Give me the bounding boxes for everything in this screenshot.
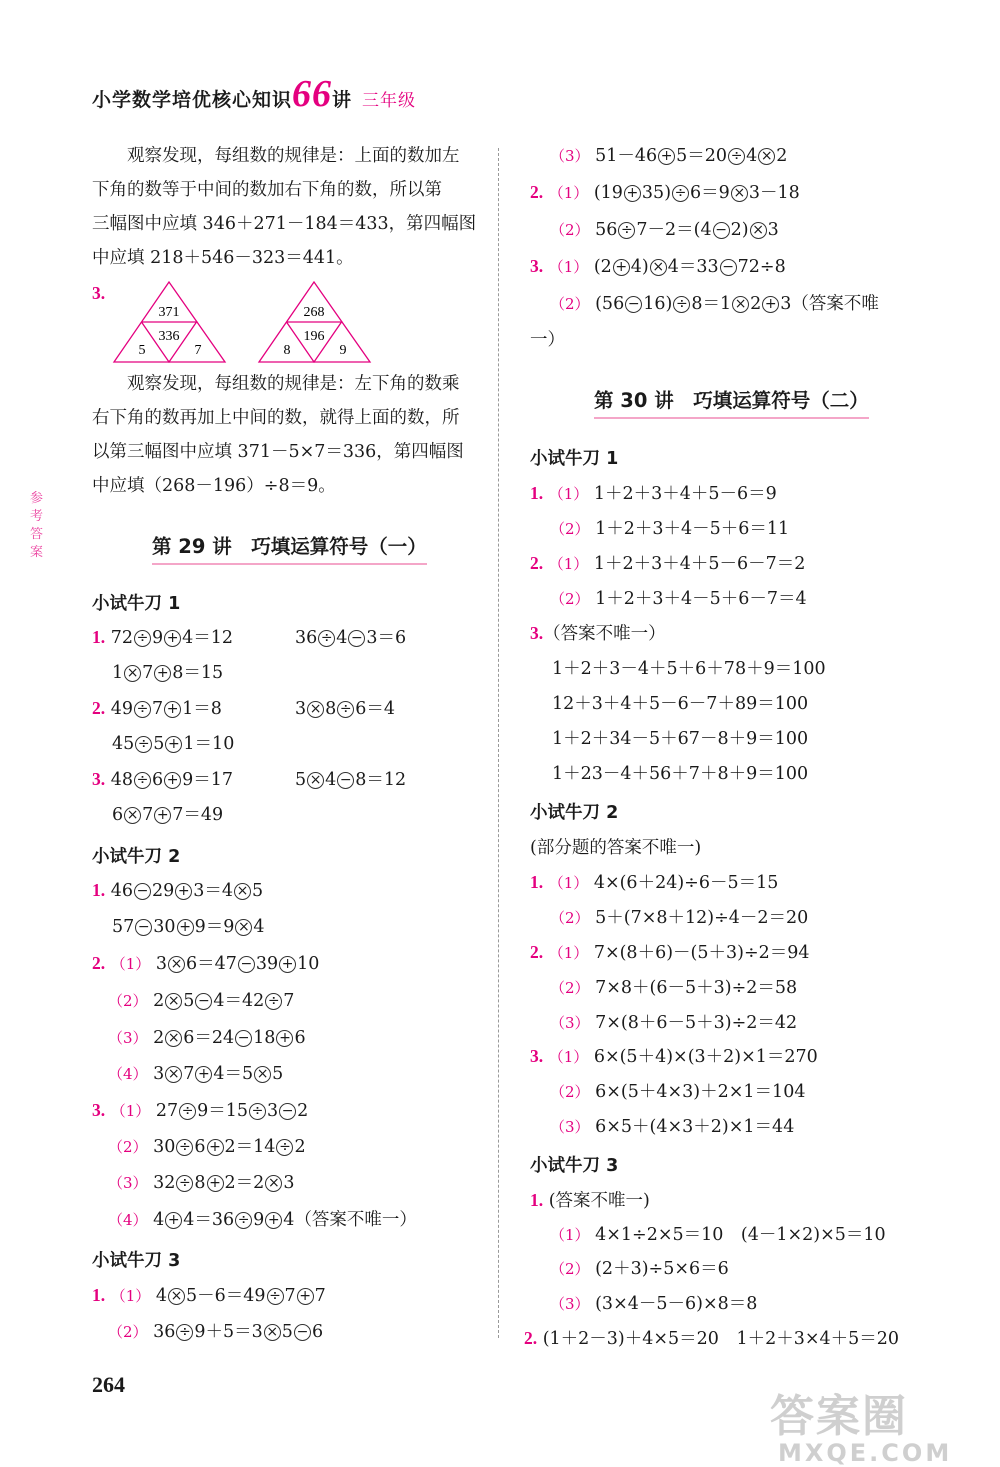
op-circle: ÷ [318, 630, 335, 647]
triangle-2 [259, 282, 370, 362]
op-circle: × [265, 1175, 282, 1192]
tri2-mid: 196 [303, 329, 325, 344]
answer-line: 2. （1） 7×(8＋6)－(5＋3)÷2＝94 [530, 942, 810, 963]
answer-line: 3. （1） 27 ÷ 9＝15 ÷ 3 − 2 [92, 1100, 309, 1121]
question-number: 3. [92, 283, 106, 303]
question-number: 1. [530, 483, 544, 503]
question-number: 1. [530, 872, 544, 892]
answer-note: （答案不唯 [791, 294, 879, 314]
side-label: 参考答案 [30, 491, 44, 560]
op-circle: + [154, 807, 171, 824]
equation-line: 1＋23－4＋56＋7＋8＋9＝100 [552, 764, 809, 784]
op-circle: ÷ [134, 630, 151, 647]
section-heading: 小试牛刀 3 [530, 1156, 619, 1176]
answer-line: （2） 1＋2＋3＋4－5＋6＝11 [550, 519, 790, 539]
observation-paragraph-2 [92, 367, 492, 503]
answer-line: 2. (1＋2－3)＋4×5＝20 1＋2＋3×4＋5＝20 [524, 1328, 900, 1349]
tri1-top: 371 [158, 305, 180, 320]
op-circle: + [613, 259, 630, 276]
op-circle: × [124, 807, 141, 824]
sub-number: （1） [548, 258, 589, 276]
op-circle: − [135, 919, 152, 936]
para-line: 中应填 218＋546－323＝441。 [92, 248, 354, 268]
para-line: 下角的数等于中间的数加右下角的数，所以第 [92, 180, 442, 200]
para-line: 观察发现，每组数的规律是：左下角的数乘 [127, 374, 460, 394]
answer-line: 1 × 7 + 8＝15 [112, 663, 224, 683]
question-number: 1. [92, 880, 106, 900]
op-circle: ÷ [235, 1212, 252, 1229]
op-circle: + [175, 883, 192, 900]
question-number: 2. [524, 1328, 538, 1348]
op-circle: × [264, 1324, 281, 1341]
op-circle: ÷ [672, 185, 689, 202]
answer-line: 2. 49 ÷ 7 + 1＝8 [92, 698, 222, 719]
answer-line: （3） 7×(8＋6－5＋3)÷2＝42 [550, 1013, 798, 1033]
answer-line: （2） (56 − 16) ÷ 8＝1 × 2 + 3（答案不唯 [550, 294, 879, 314]
header-jiang: 讲 [332, 89, 353, 111]
section-heading: 小试牛刀 1 [530, 449, 619, 469]
book-header [92, 72, 416, 116]
equation-line: 1＋2＋34－5＋67－8＋9＝100 [552, 729, 809, 749]
op-circle: × [731, 185, 748, 202]
op-circle: ÷ [337, 701, 354, 718]
sub-number: （1） [548, 184, 589, 202]
section-note: (部分题的答案不唯一) [530, 838, 702, 858]
sub-number: （1） [110, 1287, 151, 1305]
header-title: 小学数学培优核心知识 [92, 89, 293, 111]
question-number: 3. [92, 1100, 106, 1120]
op-circle: − [235, 1030, 252, 1047]
op-circle: − [348, 630, 365, 647]
answer-line: 1. 46 − 29 + 3＝4 × 5 [92, 880, 264, 901]
answer-line: （2） 56 ÷ 7－2＝(4 − 2) × 3 [550, 220, 779, 240]
op-circle: ÷ [728, 148, 745, 165]
op-circle: × [758, 148, 775, 165]
op-circle: × [124, 665, 141, 682]
sub-number: （4） [108, 1065, 148, 1083]
answer-line: 2. （1） 1＋2＋3＋4＋5－6－7＝2 [530, 553, 806, 574]
answer-line: 1. （1） 4 × 5－6＝49 ÷ 7 + 7 [92, 1285, 326, 1306]
op-circle: + [207, 1139, 224, 1156]
answer-line: 1. （1） 4×(6＋24)÷6－5＝15 [530, 872, 779, 893]
sub-number: （3） [108, 1029, 148, 1047]
op-circle: ÷ [179, 1103, 196, 1120]
sub-number: （3） [108, 1174, 148, 1192]
op-circle: ÷ [134, 701, 151, 718]
sub-number: （2） [550, 909, 590, 927]
tri1-right: 7 [194, 343, 202, 358]
question-number: 1. [92, 627, 106, 647]
op-circle: ÷ [618, 222, 635, 239]
op-circle: ÷ [176, 1139, 193, 1156]
sub-number: （2） [108, 992, 148, 1010]
answer-note-cont: 一） [530, 330, 565, 350]
question-number: 2. [530, 182, 544, 202]
equation-line: 1＋2＋3－4＋5＋6＋78＋9＝100 [552, 659, 826, 679]
question-number: 2. [530, 553, 544, 573]
question-number: 2. [92, 698, 106, 718]
answer-line: （1） 4×1÷2×5＝10 (4－1×2)×5＝10 [550, 1225, 886, 1245]
answer-line: （2） 1＋2＋3＋4－5＋6－7＝4 [550, 589, 807, 609]
answer-note: （答案不唯一） [543, 624, 666, 644]
op-circle: × [234, 883, 251, 900]
op-circle: × [165, 1030, 182, 1047]
op-circle: + [195, 1066, 212, 1083]
op-circle: × [307, 701, 324, 718]
triangle-figures [112, 280, 382, 365]
op-circle: ÷ [276, 1139, 293, 1156]
answer-line: （2） 36 ÷ 9＋5＝3 × 5 − 6 [108, 1322, 324, 1342]
op-circle: + [164, 701, 181, 718]
op-circle: + [164, 630, 181, 647]
op-circle: + [624, 185, 641, 202]
op-circle: + [165, 736, 182, 753]
sub-number: （1） [110, 1102, 151, 1120]
sub-number: （1） [548, 1048, 589, 1066]
answer-line: （2） 2 × 5 − 4＝42 ÷ 7 [108, 991, 295, 1011]
answer-line: （2） (2＋3)÷5×6＝6 [550, 1259, 729, 1279]
answer-line: （4） 3 × 7 + 4＝5 × 5 [108, 1064, 284, 1084]
op-circle: × [165, 993, 182, 1010]
op-circle: − [195, 993, 212, 1010]
para-line: 中应填（268－196）÷8＝9。 [92, 476, 336, 496]
tri2-right: 9 [339, 343, 347, 358]
op-circle: + [154, 665, 171, 682]
tri1-mid: 336 [158, 329, 180, 344]
op-circle: − [294, 1324, 311, 1341]
answer-line: 57 − 30 + 9＝9 × 4 [112, 917, 265, 937]
lesson-30-title: 第 30 讲 巧填运算符号（二） [594, 385, 869, 419]
sub-number: （2） [550, 221, 590, 239]
question-number: 2. [92, 953, 106, 973]
op-circle: − [713, 222, 730, 239]
sub-number: （2） [550, 590, 590, 608]
op-circle: − [625, 296, 642, 313]
sub-number: （2） [550, 1260, 590, 1278]
sub-number: （2） [550, 520, 590, 538]
sub-number: （1） [548, 944, 589, 962]
column-divider [498, 148, 499, 1338]
answer-line: （2） 6×(5＋4×3)＋2×1＝104 [550, 1082, 806, 1102]
op-circle: + [177, 919, 194, 936]
page-number: 264 [92, 1372, 125, 1397]
section-heading: 小试牛刀 2 [530, 803, 619, 823]
answer-note: （答案不唯一） [294, 1210, 417, 1230]
sub-number: （3） [550, 1014, 590, 1032]
answer-line [530, 1187, 650, 1212]
op-circle: × [254, 1066, 271, 1083]
op-circle: ÷ [673, 296, 690, 313]
op-circle: + [762, 296, 779, 313]
op-circle: + [164, 772, 181, 789]
sub-number: （3） [550, 1118, 590, 1136]
sub-number: （2） [550, 979, 590, 997]
op-circle: × [165, 1066, 182, 1083]
op-circle: − [337, 772, 354, 789]
sub-number: （1） [110, 955, 151, 973]
op-circle: ÷ [267, 1288, 284, 1305]
answer-line: （2） 5＋(7×8＋12)÷4－2＝20 [550, 908, 809, 928]
op-circle: ÷ [135, 736, 152, 753]
watermark-big: 答案圈 [770, 1391, 908, 1442]
op-circle: − [720, 259, 737, 276]
op-circle: ÷ [176, 1324, 193, 1341]
sub-number: （2） [550, 1083, 590, 1101]
sub-number: （3） [550, 147, 590, 165]
question-number: 1. [530, 1190, 544, 1210]
op-circle: ÷ [134, 772, 151, 789]
op-circle: + [165, 1212, 182, 1229]
question-number: 3. [530, 1046, 544, 1066]
answer-line: 1. 72 ÷ 9 + 4＝12 [92, 627, 234, 648]
para-line: 三幅图中应填 346＋271－184＝433，第四幅图 [92, 214, 477, 234]
header-grade: 三年级 [362, 91, 417, 111]
para-line: 观察发现，每组数的规律是：上面的数加左 [127, 146, 460, 166]
answer-line: 45 ÷ 5 + 1＝10 [112, 734, 235, 754]
question-number: 3. [530, 623, 544, 643]
observation-paragraph-1 [92, 139, 492, 275]
question-number: 3. [530, 256, 544, 276]
op-circle: + [276, 1030, 293, 1047]
tri2-top: 268 [303, 305, 325, 320]
answer-line: 2. （1） 3 × 6＝47 − 39 + 10 [92, 953, 320, 974]
tri2-left: 8 [283, 343, 291, 358]
answer-line: 3 × 8 ÷ 6＝4 [295, 699, 396, 719]
sub-number: （3） [550, 1295, 590, 1313]
op-circle: + [297, 1288, 314, 1305]
op-circle: × [650, 259, 667, 276]
answer-line: 3. （1） 6×(5＋4)×(3＋2)×1＝270 [530, 1046, 818, 1067]
op-circle: × [307, 772, 324, 789]
watermark-logo [770, 1391, 953, 1467]
question-number: 1. [92, 1285, 106, 1305]
sub-number: （1） [548, 485, 589, 503]
answer-line: 3. （1） (2 + 4) × 4＝33 − 72÷8 [530, 256, 786, 277]
answer-line: （3） 6×5＋(4×3＋2)×1＝44 [550, 1117, 795, 1137]
answer-line: 36 ÷ 4 − 3＝6 [295, 628, 407, 648]
lesson-29-title: 第 29 讲 巧填运算符号（一） [152, 531, 427, 565]
op-circle: × [750, 222, 767, 239]
op-circle: + [658, 148, 675, 165]
op-circle: × [732, 296, 749, 313]
sub-number: （2） [550, 295, 590, 313]
answer-line: （3） 32 ÷ 8 + 2＝2 × 3 [108, 1173, 295, 1193]
answer-line: （2） 30 ÷ 6 + 2＝14 ÷ 2 [108, 1137, 306, 1157]
question-number: 2. [530, 942, 544, 962]
answer-line: 1. （1） 1＋2＋3＋4＋5－6＝9 [530, 483, 777, 504]
answer-line: （3） (3×4－5－6)×8＝8 [550, 1294, 758, 1314]
triangle-1 [114, 282, 225, 362]
tri1-left: 5 [138, 343, 146, 358]
para-line: 以第三幅图中应填 371－5×7＝336，第四幅图 [92, 442, 464, 462]
sub-number: （1） [550, 1226, 590, 1244]
answer-line: （3） 51－46 + 5＝20 ÷ 4 × 2 [550, 146, 788, 166]
sub-number: （1） [548, 874, 589, 892]
equation-line: 12＋3＋4＋5－6－7＋89＝100 [552, 694, 809, 714]
op-circle: × [168, 956, 185, 973]
answer-note: (答案不唯一) [548, 1191, 650, 1211]
question-number: 3. [92, 769, 106, 789]
section-heading: 小试牛刀 2 [92, 847, 181, 867]
answer-line: （2） 7×8＋(6－5＋3)÷2＝58 [550, 978, 798, 998]
op-circle: ÷ [265, 993, 282, 1010]
op-circle: × [168, 1288, 185, 1305]
op-circle: − [134, 883, 151, 900]
op-circle: ÷ [249, 1103, 266, 1120]
answer-line [530, 620, 666, 645]
para-line: 右下角的数再加上中间的数，就得上面的数，所 [92, 408, 460, 428]
answer-line: 5 × 4 − 8＝12 [295, 770, 407, 790]
op-circle: + [279, 956, 296, 973]
op-circle: − [238, 956, 255, 973]
answer-line: （4） 4 + 4＝36 ÷ 9 + 4（答案不唯一） [108, 1210, 417, 1230]
op-circle: ÷ [176, 1175, 193, 1192]
op-circle: + [207, 1175, 224, 1192]
section-heading: 小试牛刀 3 [92, 1251, 181, 1271]
sub-number: （4） [108, 1211, 148, 1229]
answer-line: 6 × 7 + 7＝49 [112, 805, 224, 825]
sub-number: （2） [108, 1138, 148, 1156]
section-heading: 小试牛刀 1 [92, 594, 181, 614]
op-circle: + [265, 1212, 282, 1229]
op-circle: × [235, 919, 252, 936]
sub-number: （1） [548, 555, 589, 573]
header-number: 66 [292, 73, 333, 115]
answer-line: 3. 48 ÷ 6 + 9＝17 [92, 769, 234, 790]
answer-line: 2. （1） (19 + 35) ÷ 6＝9 × 3－18 [530, 182, 800, 203]
watermark-small: MXQE.COM [778, 1439, 953, 1467]
answer-line: （3） 2 × 6＝24 − 18 + 6 [108, 1028, 306, 1048]
op-circle: − [279, 1103, 296, 1120]
sub-number: （2） [108, 1323, 148, 1341]
